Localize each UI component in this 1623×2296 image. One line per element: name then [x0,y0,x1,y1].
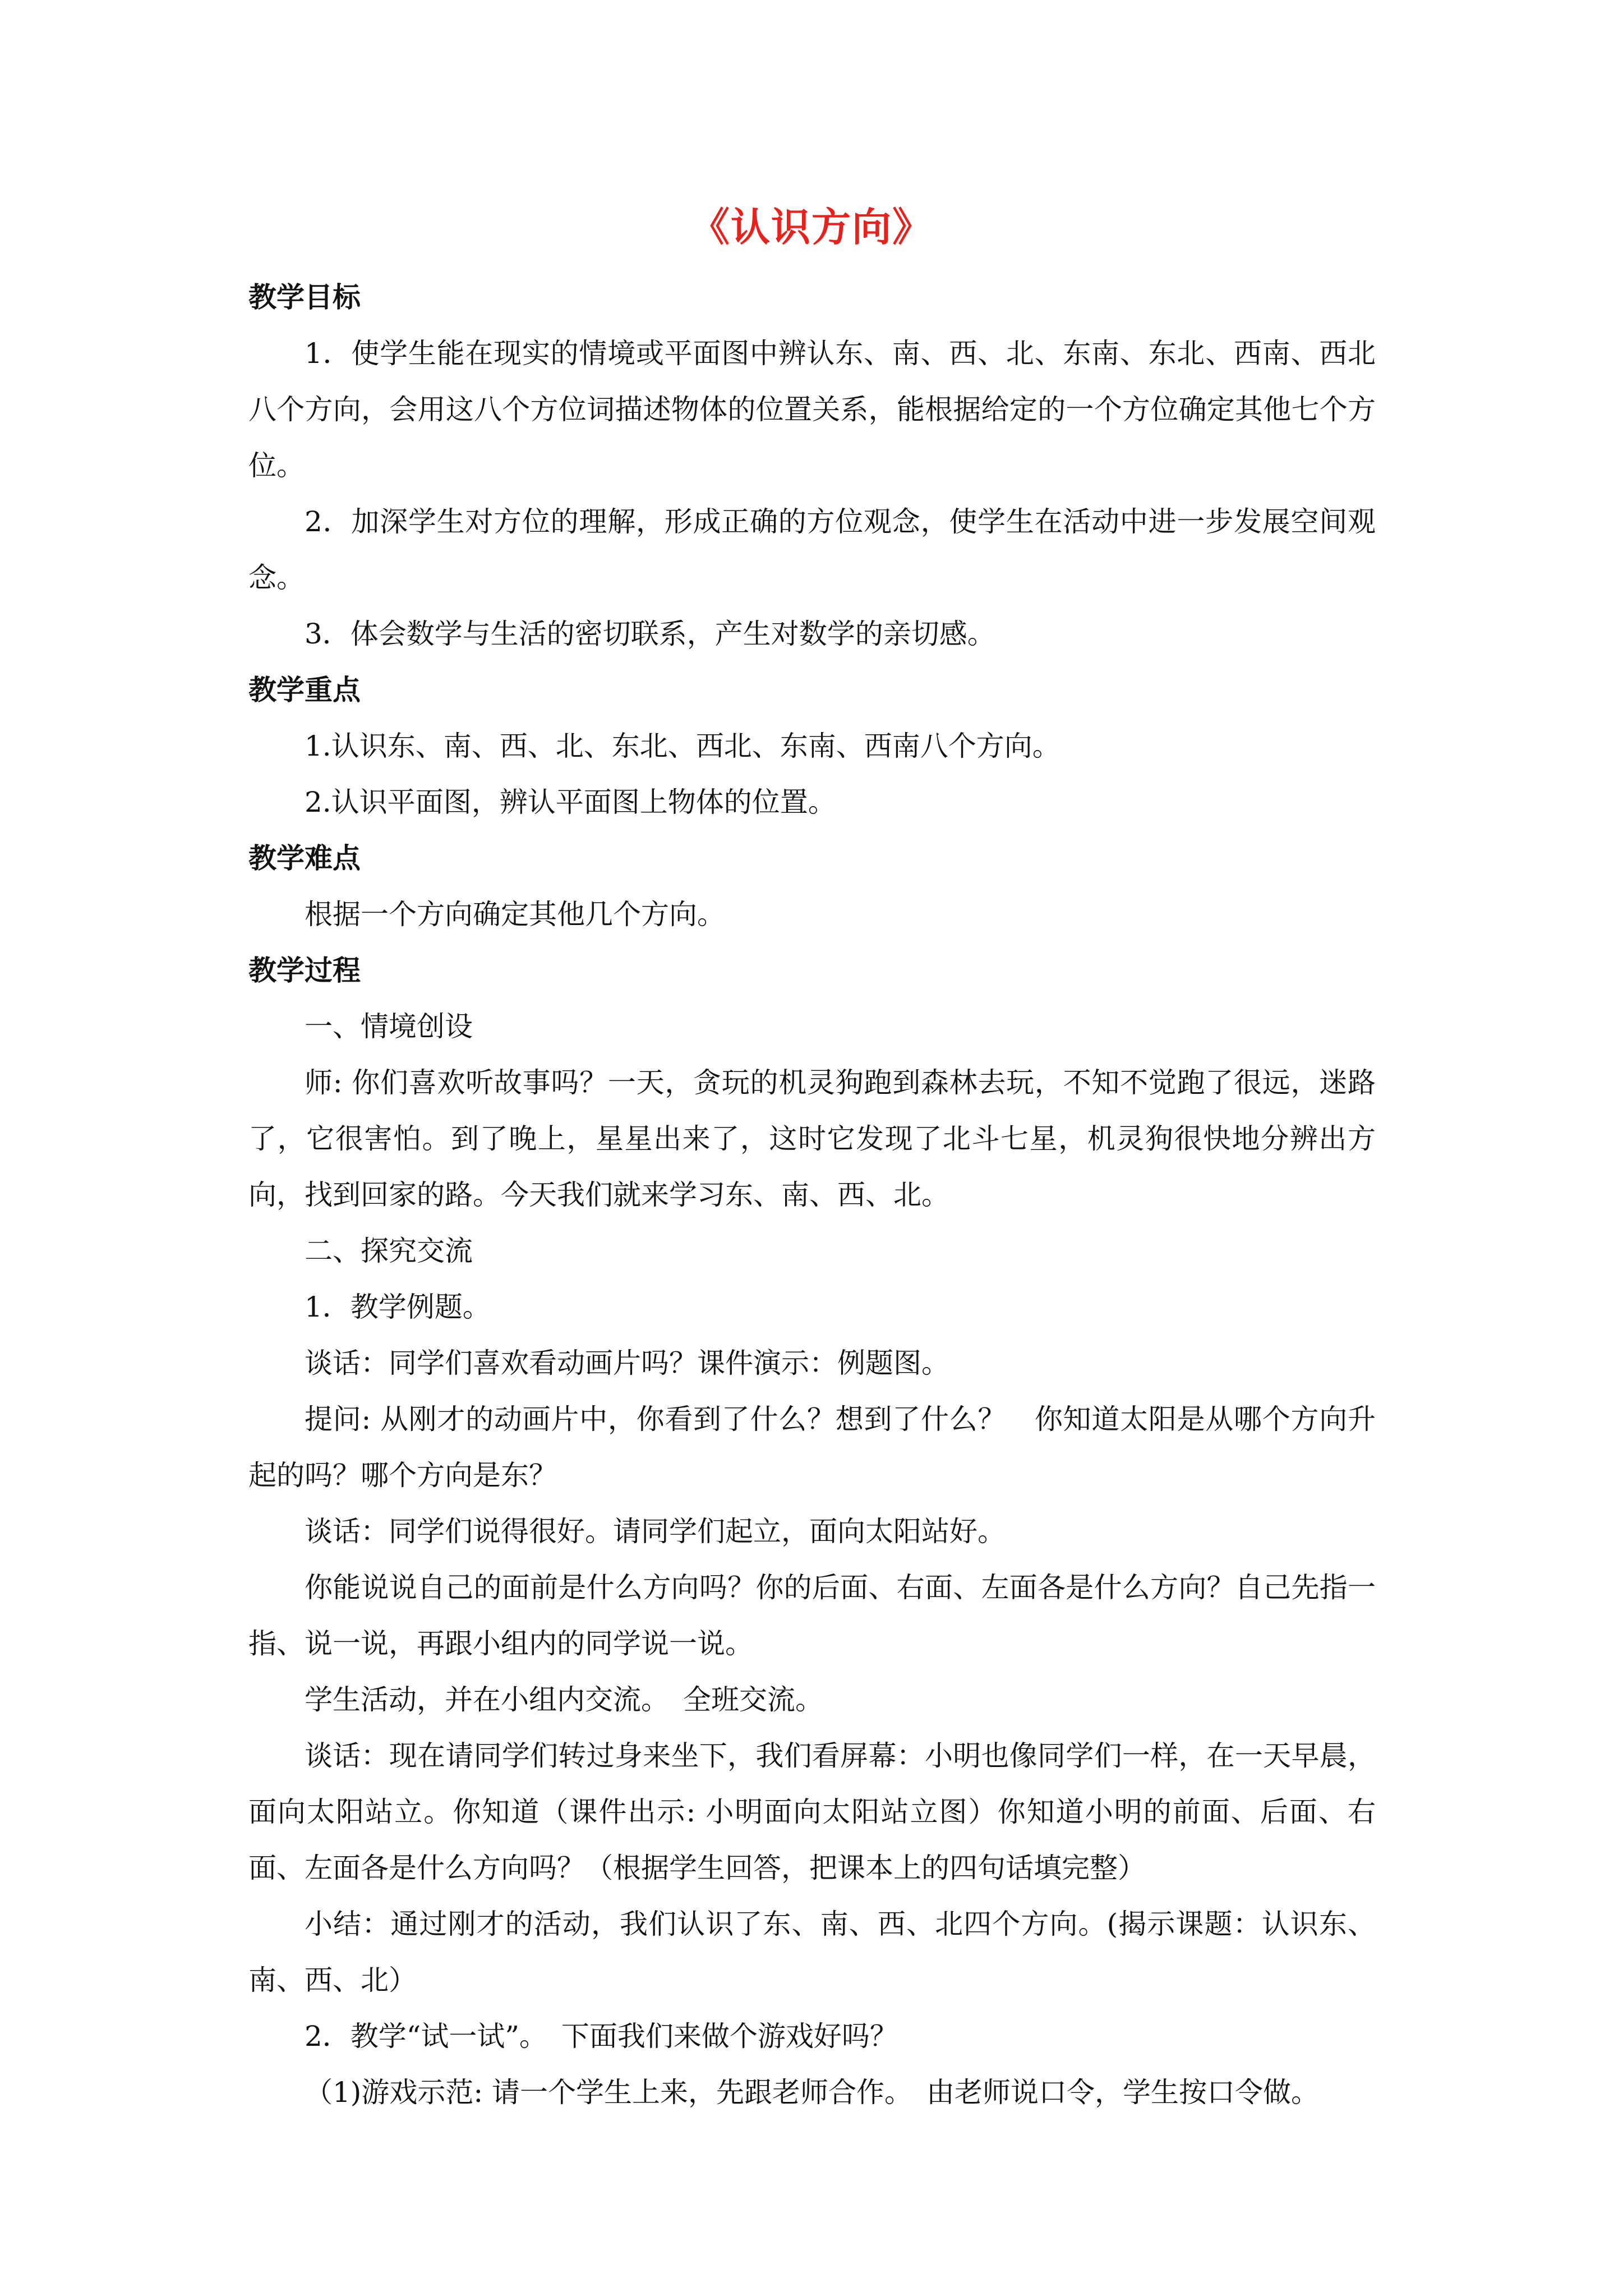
process-paragraph: 谈话：现在请同学们转过身来坐下，我们看屏幕：小明也像同学们一样，在一天早晨，面向太阳站立。你知道（课件出示: 小明面向太阳站立图）你知道小明的前面、后面、右面、左面各是什么方向吗？（根据学生回答，把课本上的四句话填完整） [248,1740,1376,1884]
key-point-2: 2.认识平面图，辨认平面图上物体的位置。 [305,786,836,818]
process-paragraph: 提问: 从刚才的动画片中，你看到了什么？想到了什么？ 你知道太阳是从哪个方向升起的吗？哪个方向是东？ [248,1403,1376,1492]
goal-item-3: 3．体会数学与生活的密切联系，产生对数学的亲切感。 [305,618,995,650]
section-heading-key-points: 教学重点 [248,673,361,706]
difficulty-point-1: 根据一个方向确定其他几个方向。 [305,898,725,931]
goal-item-1: 1．使学生能在现实的情境或平面图中辨认东、南、西、北、东南、东北、西南、西北八个方向，会用这八个方位词描述物体的位置关系，能根据给定的一个方位确定其他七个方位。 [248,337,1376,482]
process-paragraph: （1)游戏示范: 请一个学生上来，先跟老师合作。 由老师说口令，学生按口令做。 [305,2076,1320,2109]
process-paragraph: 谈话：同学们喜欢看动画片吗？课件演示：例题图。 [305,1347,949,1379]
document-body [248,269,1376,2120]
process-paragraph: 2．教学“试一试”。 下面我们来做个游戏好吗？ [305,2020,898,2053]
process-step-1-title: 一、情境创设 [305,1010,473,1043]
section-heading-goals: 教学目标 [248,280,361,314]
key-point-1: 1.认识东、南、西、北、东北、西北、东南、西南八个方向。 [305,730,1061,762]
section-heading-process: 教学过程 [248,954,361,987]
process-paragraph: 1．教学例题。 [305,1291,491,1323]
process-paragraph: 学生活动，并在小组内交流。 全班交流。 [305,1683,823,1716]
process-step-1-text: 师: 你们喜欢听故事吗？一天，贪玩的机灵狗跑到森林去玩，不知不觉跑了很远，迷路了，它很害怕。到了晚上，星星出来了，这时它发现了北斗七星，机灵狗很快地分辨出方向，找到回家的路。今天我们就来学习东、南、西、北。 [248,1066,1376,1211]
process-paragraph: 谈话：同学们说得很好。请同学们起立，面向太阳站好。 [305,1515,1006,1548]
section-heading-difficulty: 教学难点 [248,841,361,875]
process-paragraph: 小结：通过刚才的活动，我们认识了东、南、西、北四个方向。(揭示课题：认识东、南、西、北） [248,1908,1376,1996]
goal-item-2: 2．加深学生对方位的理解，形成正确的方位观念，使学生在活动中进一步发展空间观念。 [248,505,1376,594]
document-title: 《认识方向》 [690,204,933,250]
process-step-2-title: 二、探究交流 [305,1235,473,1267]
process-paragraph: 你能说说自己的面前是什么方向吗？你的后面、右面、左面各是什么方向？自己先指一指、说一说，再跟小组内的同学说一说。 [248,1571,1376,1660]
